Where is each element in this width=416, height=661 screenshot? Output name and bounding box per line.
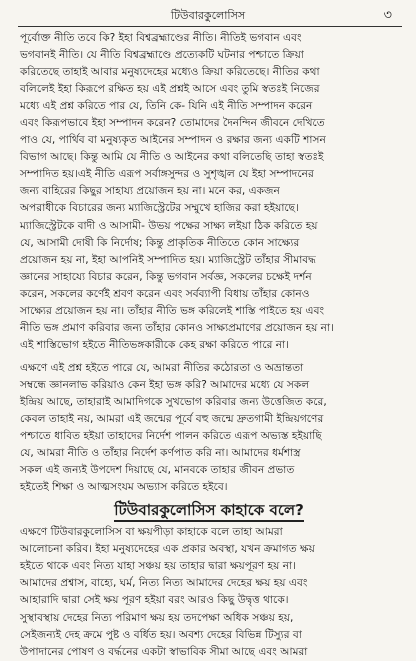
text-line: সেইজন্যই দেহ ক্রমে পুষ্ট ও বর্ধিত হয়। অবশ্য দেহের বিভিন্ন টিস্যুর বা xyxy=(20,628,302,641)
section-heading-text: টিউবারকুলোসিস কাহাকে বলে? xyxy=(114,501,304,522)
text-line: মধ্যে এই প্রশ্ন করিতে পার যে, তিনি কে- যিনি এই নীতি সম্পাদন করেন xyxy=(20,100,313,113)
text-line: ইন্দ্রিয় আছে, তাহারাই আমাদিগকে সুখভোগ করিবার জন্য উত্তেজিত করে, xyxy=(20,395,327,408)
text-line: করেন, সকলের কর্ণেই শ্রবণ করেন এবং সর্বব্যাপী বিধায় তাঁহার কোনও xyxy=(20,287,310,300)
text-line: সুস্থাবস্থায় দেহের নিত্য পরিমাণ ক্ষয় হয় তদপেক্ষা অধিক সঞ্চয় হয়, xyxy=(20,611,294,624)
text-line: সম্বন্ধে জ্ঞানলাভ করিয়াও কেন ইহা ভঙ্গ করি? আমাদের মধ্যে যে সকল xyxy=(20,378,310,391)
text-line: এই শাস্তিভোগ হইতে নীতিভঙ্গকারীকে কেহ রক্ষা করিতে পারে না। xyxy=(20,338,289,351)
text-line: পাও যে, পার্থিব বা মনুষ্যকৃত আইনের সম্পাদন ও রক্ষার জন্য একটি শাসন xyxy=(20,134,326,147)
text-line: যে, আমরা নীতি ও তাঁহার নির্দেশ কর্ণপাত করি না। আমাদের ধর্মশাস্ত্র xyxy=(20,447,301,460)
text-line: কেবল তাহাই নয়, আমরা এই জন্মের পূর্বে বহু জন্মে দ্রুতগামী ইন্দ্রিয়গণের xyxy=(20,413,324,426)
text-line: সম্পাদিত হয়।এই নীতি এরূপ সর্বাঙ্গসুন্দর ও সুশৃঙ্খল যে ইহা সম্পাদনের xyxy=(20,168,314,181)
header-rule xyxy=(18,26,402,27)
page-number: ৩ xyxy=(383,8,392,23)
text-line: এবং কিরূপভাবে ইহা সম্পাদন করেন? তোমাদের দৈনন্দিন জীবনে দেখিতে xyxy=(20,117,325,130)
text-line: আলোচনা করিব। ইহা মনুষ্যদেহের এক প্রকার অবস্থা, যখন ক্রমাগত ক্ষয় xyxy=(20,543,315,556)
text-line: পশ্চাতে ধাবিত হইয়া তাহাদের নির্দেশ পালন করিতে এরূপ অভ্যস্ত হইয়াছি xyxy=(20,430,322,443)
paragraph-3 xyxy=(20,524,398,660)
text-line: প্রয়োজন হয় না, ইহা আপনিই সম্পাদিত হয়। ম্যাজিস্ট্রেট তাঁহার সীমাবদ্ধ xyxy=(20,253,316,266)
text-line: নীতি ভঙ্গ প্রমাণ করিবার জন্য তাঁহার কোনও সাক্ষ্যপ্রমাণের প্রয়োজন হয় না। xyxy=(20,321,334,334)
text-line: উপাদানের পোষণ ও বর্দ্ধনের একটা স্বাভাবিক সীমা আছে এবং আমরা xyxy=(20,645,308,658)
text-line: ম্যাজিস্ট্রেটকে বাদী ও আসামী- উভয় পক্ষের সাক্ষ্য লইয়া ঠিক করিতে হয় xyxy=(20,219,318,232)
text-line: যে, আসামী দোষী কি নির্দোষ; কিন্তু প্রাকৃতিক নীতিতে কোন সাক্ষ্যের xyxy=(20,236,300,249)
text-line: এক্ষণে এই প্রশ্ন হইতে পারে যে, আমরা নীতির কঠোরতা ও অভ্রান্ততা xyxy=(20,361,304,374)
text-line: বিভাগ আছে। কিন্তু আমি যে নীতি ও আইনের কথা বলিতেছি তাহা স্বতঃই xyxy=(20,151,324,164)
text-line: করিতেছে তাহাই আবার মনুষ্যদেহের মধ্যেও ক্রিয়া করিতেছে। নীতির কথা xyxy=(20,66,320,79)
text-line: জ্ঞানের সাহায্যে বিচার করেন, কিন্তু ভগবান সর্বজ্ঞ, সকলের চক্ষেই দর্শন xyxy=(20,270,312,283)
text-line: সাক্ষ্যের প্রয়োজন হয় না। তাঁহার নীতি ভঙ্গ করিলেই শাস্তি পাইতে হয় এবং xyxy=(20,304,325,317)
text-line: সকল এই জন্যই উপদেশ দিয়াছে যে, মানবকে তাহার জীবন প্রভাত xyxy=(20,464,295,477)
text-line: এক্ষণে টিউবারকুলোসিস বা ক্ষয়পীড়া কাহাকে বলে তাহা আমরা xyxy=(20,526,283,539)
running-title: টিউবারকুলোসিস xyxy=(170,9,246,22)
text-line: ভগবানই নীতি। যে নীতি বিশ্বব্রহ্মাণ্ডে প্রত্যেকটি ঘটনার পশ্চাতে ক্রিয়া xyxy=(20,49,304,62)
text-line: জন্য বাহিরের কিছুর সাহায্য প্রয়োজন হয় না। মনে কর, একজন xyxy=(20,185,280,198)
page-header xyxy=(0,4,416,26)
text-line: হইতেই শিক্ষা ও আত্মসংযম অভ্যাস করিতে হইবে। xyxy=(20,481,228,494)
text-line: অপরাধীকে বিচারের জন্য ম্যাজিস্ট্রেটের সম্মুখে হাজির করা হইয়াছে। xyxy=(20,202,299,215)
text-line: আমাদের প্রশ্বাস, বাহ্যে, ঘর্ম, নিত্য নিত্য আমাদের দেহের ক্ষয় হয় এবং xyxy=(20,577,308,590)
body-text xyxy=(20,30,398,661)
text-line: পূর্বোক্ত নীতি তবে কি? ইহা বিশ্বব্রহ্মাণ্ডের নীতি। নীতিই ভগবান এবং xyxy=(20,32,302,44)
text-line: আহারাদি দ্বারা সেই ক্ষয় পূরণ হইয়া বরং আরও কিছু উদ্বৃত্ত থাকে। xyxy=(20,594,289,607)
text-line: হইতে থাকে এবং নিত্য যাহা সঞ্চয় হয় তাহার দ্বারা ক্ষয়পূরণ হয় না। xyxy=(20,560,296,573)
text-line: বলিলেই ইহা কিরূপে রক্ষিত হয় এই প্রশ্নই আসে এবং তুমি স্বতঃই নিজের xyxy=(20,83,320,96)
paragraph-1 xyxy=(20,30,398,354)
paragraph-2 xyxy=(20,360,398,496)
section-heading xyxy=(20,496,398,524)
